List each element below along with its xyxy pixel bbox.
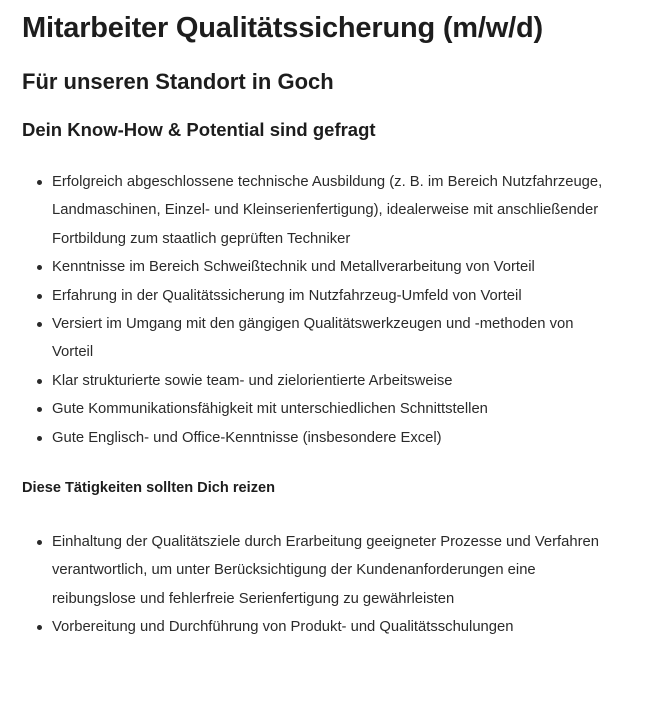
bullet-icon bbox=[37, 265, 42, 270]
requirement-text: Gute Kommunikationsfähigkeit mit unterschiedlichen Schnittstellen bbox=[52, 401, 488, 418]
list-item bbox=[22, 395, 627, 423]
list-item bbox=[22, 613, 627, 641]
bullet-icon bbox=[37, 294, 42, 299]
list-item bbox=[22, 168, 627, 253]
task-text: Einhaltung der Qualitätsziele durch Erarbeitung geeigneter Prozesse und Verfahren verantwortlich, um unter Berücksichtigung der Kundenanforderungen eine reibungslose und fehlerfreie Serienfertigung zu gewährleisten bbox=[52, 534, 600, 607]
bullet-icon bbox=[37, 540, 42, 545]
list-item bbox=[22, 424, 627, 452]
bullet-icon bbox=[37, 625, 42, 630]
job-title: Mitarbeiter Qualitätssicherung (m/w/d) bbox=[22, 12, 543, 44]
requirement-text: Kenntnisse im Bereich Schweißtechnik und Metallverarbeitung von Vorteil bbox=[52, 259, 535, 276]
task-text: Vorbereitung und Durchführung von Produkt- und Qualitätsschulungen bbox=[52, 619, 514, 636]
list-item bbox=[22, 528, 627, 613]
tasks-list bbox=[22, 528, 627, 642]
bullet-icon bbox=[37, 322, 42, 327]
list-item bbox=[22, 310, 627, 367]
list-item bbox=[22, 253, 627, 281]
requirements-list bbox=[22, 168, 627, 452]
bullet-icon bbox=[37, 436, 42, 441]
list-item bbox=[22, 282, 627, 310]
list-item bbox=[22, 367, 627, 395]
bullet-icon bbox=[37, 379, 42, 384]
tasks-heading: Diese Tätigkeiten sollten Dich reizen bbox=[22, 480, 276, 497]
location-heading: Für unseren Standort in Goch bbox=[22, 69, 334, 94]
requirement-text: Erfahrung in der Qualitätssicherung im Nutzfahrzeug-Umfeld von Vorteil bbox=[52, 287, 522, 304]
requirement-text: Versiert im Umgang mit den gängigen Qualitätswerkzeugen und -methoden von Vorteil bbox=[52, 316, 574, 361]
requirement-text: Gute Englisch- und Office-Kenntnisse (insbesondere Excel) bbox=[52, 429, 442, 446]
bullet-icon bbox=[37, 407, 42, 412]
requirement-text: Klar strukturierte sowie team- und zielorientierte Arbeitsweise bbox=[52, 372, 453, 389]
profile-heading: Dein Know-How & Potential sind gefragt bbox=[22, 119, 376, 140]
requirement-text: Erfolgreich abgeschlossene technische Ausbildung (z. B. im Bereich Nutzfahrzeuge, Landmaschinen, Einzel- und Kleinserienfertigung), idealerweise mit anschließender Fortbildung zum staatlich geprüften Techniker bbox=[52, 174, 603, 247]
bullet-icon bbox=[37, 180, 42, 185]
